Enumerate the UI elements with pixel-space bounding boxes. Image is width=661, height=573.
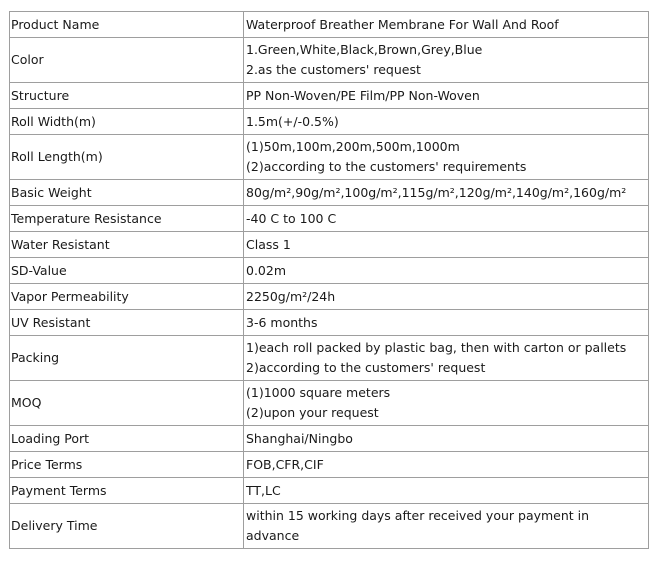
table-row	[10, 180, 649, 206]
table-row	[10, 12, 649, 38]
row-label: Water Resistant	[10, 232, 244, 258]
row-value	[244, 336, 649, 381]
row-value	[244, 206, 649, 232]
row-label: Color	[10, 38, 244, 83]
row-label: Loading Port	[10, 426, 244, 452]
row-label: Structure	[10, 83, 244, 109]
table-row	[10, 83, 649, 109]
value-line: PP Non-Woven/PE Film/PP Non-Woven	[246, 87, 480, 103]
row-value	[244, 284, 649, 310]
row-value	[244, 381, 649, 426]
value-line: Waterproof Breather Membrane For Wall And Roof	[246, 16, 559, 32]
value-line: 1.5m(+/-0.5%)	[246, 113, 339, 129]
value-line: 2)according to the customers' request	[246, 360, 486, 375]
row-label: UV Resistant	[10, 310, 244, 336]
value-line: 2.as the customers' request	[246, 62, 421, 77]
row-value	[244, 452, 649, 478]
value-line: (2)according to the customers' requirements	[246, 159, 527, 174]
value-line: (2)upon your request	[246, 405, 379, 420]
row-value	[244, 135, 649, 180]
row-value	[244, 38, 649, 83]
row-label: Price Terms	[10, 452, 244, 478]
row-value	[244, 478, 649, 504]
row-value	[244, 109, 649, 135]
value-line: 1.Green,White,Black,Brown,Grey,Blue	[246, 42, 483, 57]
row-label: Payment Terms	[10, 478, 244, 504]
table-row	[10, 504, 649, 549]
value-line: (1)1000 square meters	[246, 385, 391, 400]
row-value	[244, 232, 649, 258]
row-label: Vapor Permeability	[10, 284, 244, 310]
value-line: 3-6 months	[246, 314, 318, 330]
row-label: Basic Weight	[10, 180, 244, 206]
table-row	[10, 452, 649, 478]
value-line: 1)each roll packed by plastic bag, then with carton or pallets	[246, 340, 627, 355]
row-value	[244, 426, 649, 452]
table-row	[10, 478, 649, 504]
table-row	[10, 232, 649, 258]
table-row	[10, 336, 649, 381]
value-line: 80g/m²,90g/m²,100g/m²,115g/m²,120g/m²,140g/m²,160g/m²	[246, 184, 627, 200]
table-row	[10, 310, 649, 336]
value-line: (1)50m,100m,200m,500m,1000m	[246, 139, 460, 154]
table-row	[10, 426, 649, 452]
row-label: MOQ	[10, 381, 244, 426]
value-line: advance	[246, 528, 300, 543]
table-row	[10, 109, 649, 135]
value-line: -40 C to 100 C	[246, 210, 337, 226]
row-label: Roll Length(m)	[10, 135, 244, 180]
row-label: SD-Value	[10, 258, 244, 284]
value-line: TT,LC	[246, 482, 281, 498]
row-label: Temperature Resistance	[10, 206, 244, 232]
value-line: Class 1	[246, 236, 291, 252]
row-value	[244, 258, 649, 284]
row-value	[244, 310, 649, 336]
value-line: Shanghai/Ningbo	[246, 430, 353, 446]
row-label: Roll Width(m)	[10, 109, 244, 135]
table-row	[10, 206, 649, 232]
row-value	[244, 12, 649, 38]
table-row	[10, 284, 649, 310]
row-label: Product Name	[10, 12, 244, 38]
table-row	[10, 135, 649, 180]
row-value	[244, 180, 649, 206]
row-value	[244, 83, 649, 109]
value-line: FOB,CFR,CIF	[246, 456, 324, 472]
row-label: Delivery Time	[10, 504, 244, 549]
table-row	[10, 381, 649, 426]
value-line: within 15 working days after received your payment in	[246, 508, 590, 523]
row-label: Packing	[10, 336, 244, 381]
table-row	[10, 38, 649, 83]
value-line: 2250g/m²/24h	[246, 288, 336, 304]
spec-table	[9, 11, 649, 549]
table-row	[10, 258, 649, 284]
value-line: 0.02m	[246, 262, 287, 278]
row-value	[244, 504, 649, 549]
